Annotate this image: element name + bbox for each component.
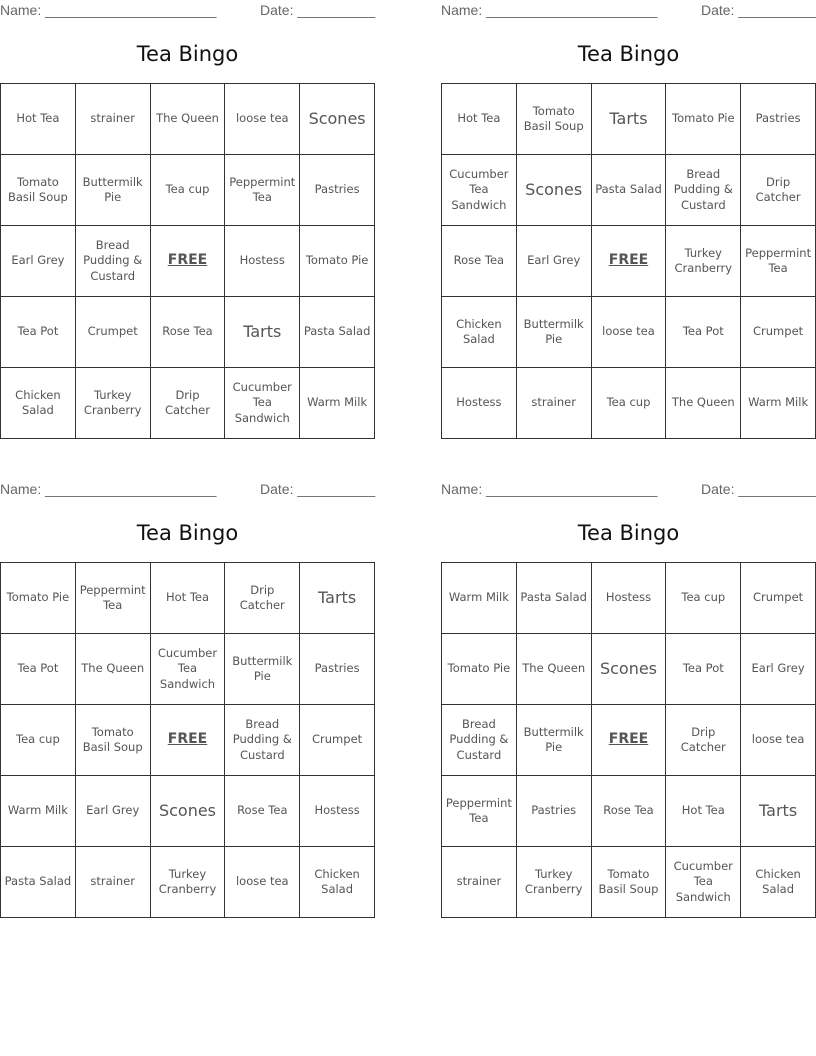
bingo-cell: Crumpet (300, 705, 375, 776)
bingo-cell: The Queen (516, 634, 591, 705)
bingo-cell: loose tea (741, 705, 816, 776)
bingo-cell: Tea Pot (666, 297, 741, 368)
bingo-cell: Peppermint Tea (442, 776, 517, 847)
bingo-row (1, 634, 375, 705)
bingo-cell: Bread Pudding & Custard (75, 226, 150, 297)
free-space: FREE (591, 226, 666, 297)
bingo-row (1, 847, 375, 918)
bingo-grid (441, 562, 816, 918)
bingo-cell: Bread Pudding & Custard (225, 705, 300, 776)
bingo-cell: Earl Grey (1, 226, 76, 297)
bingo-cell: Bread Pudding & Custard (442, 705, 517, 776)
bingo-cell: Scones (591, 634, 666, 705)
bingo-cell: loose tea (225, 847, 300, 918)
bingo-cell: Tea cup (1, 705, 76, 776)
name-field: Name: ______________________ (441, 2, 658, 18)
bingo-cell: loose tea (591, 297, 666, 368)
bingo-cell: Rose Tea (591, 776, 666, 847)
bingo-cell: Turkey Cranberry (516, 847, 591, 918)
bingo-cell: Buttermilk Pie (75, 155, 150, 226)
bingo-cell: Hostess (300, 776, 375, 847)
bingo-cell: strainer (75, 84, 150, 155)
bingo-cell: Peppermint Tea (75, 563, 150, 634)
bingo-cell: Pasta Salad (516, 563, 591, 634)
bingo-cell: Tarts (225, 297, 300, 368)
bingo-cell: Pastries (741, 84, 816, 155)
bingo-cell: Tomato Pie (300, 226, 375, 297)
bingo-row (1, 368, 375, 439)
bingo-cell: Scones (516, 155, 591, 226)
free-space: FREE (150, 226, 225, 297)
bingo-cell: Tea Pot (1, 634, 76, 705)
bingo-cell: Tomato Basil Soup (591, 847, 666, 918)
bingo-cell: Cucumber Tea Sandwich (666, 847, 741, 918)
bingo-row (442, 634, 816, 705)
bingo-cell: Rose Tea (225, 776, 300, 847)
bingo-cell: Pasta Salad (300, 297, 375, 368)
date-field: Date: __________ (260, 2, 376, 18)
card-header (441, 479, 816, 499)
bingo-cell: Cucumber Tea Sandwich (442, 155, 517, 226)
bingo-cell: Hostess (591, 563, 666, 634)
name-field: Name: ______________________ (0, 481, 217, 497)
free-space: FREE (591, 705, 666, 776)
bingo-cell: Scones (150, 776, 225, 847)
bingo-cell: Tarts (300, 563, 375, 634)
free-space: FREE (150, 705, 225, 776)
bingo-cell: Chicken Salad (741, 847, 816, 918)
bingo-cell: Tomato Basil Soup (75, 705, 150, 776)
bingo-cell: Rose Tea (150, 297, 225, 368)
date-field: Date: __________ (701, 2, 816, 18)
bingo-cell: Crumpet (75, 297, 150, 368)
bingo-row (1, 776, 375, 847)
bingo-cell: Turkey Cranberry (150, 847, 225, 918)
bingo-cell: Earl Grey (75, 776, 150, 847)
bingo-cell: Turkey Cranberry (666, 226, 741, 297)
bingo-cell: Tomato Pie (666, 84, 741, 155)
bingo-cell: Warm Milk (741, 368, 816, 439)
bingo-cell: strainer (442, 847, 517, 918)
bingo-cell: Hostess (442, 368, 517, 439)
bingo-cell: The Queen (150, 84, 225, 155)
bingo-cell: Peppermint Tea (225, 155, 300, 226)
name-field: Name: ______________________ (0, 2, 217, 18)
bingo-row (1, 297, 375, 368)
bingo-cell: Tea Pot (666, 634, 741, 705)
bingo-cell: Bread Pudding & Custard (666, 155, 741, 226)
bingo-row (1, 155, 375, 226)
bingo-cell: Peppermint Tea (741, 226, 816, 297)
bingo-cell: Chicken Salad (1, 368, 76, 439)
bingo-row (442, 297, 816, 368)
bingo-cell: Pasta Salad (591, 155, 666, 226)
bingo-cell: Drip Catcher (666, 705, 741, 776)
bingo-cell: Tomato Pie (1, 563, 76, 634)
bingo-cell: Tea Pot (1, 297, 76, 368)
bingo-cell: Warm Milk (300, 368, 375, 439)
date-field: Date: __________ (701, 481, 816, 497)
bingo-cell: Tea cup (150, 155, 225, 226)
card-title: Tea Bingo (577, 42, 680, 66)
bingo-row (442, 368, 816, 439)
card-header (0, 0, 375, 20)
bingo-cell: Hot Tea (1, 84, 76, 155)
bingo-cell: strainer (75, 847, 150, 918)
date-field: Date: __________ (260, 481, 376, 497)
bingo-row (1, 705, 375, 776)
bingo-grid (441, 83, 816, 439)
bingo-cell: Tea cup (591, 368, 666, 439)
bingo-cell: Cucumber Tea Sandwich (150, 634, 225, 705)
bingo-row (442, 84, 816, 155)
name-field: Name: ______________________ (441, 481, 658, 497)
bingo-cell: Hot Tea (442, 84, 517, 155)
bingo-cell: Drip Catcher (225, 563, 300, 634)
bingo-cell: Pastries (300, 634, 375, 705)
bingo-cell: Pasta Salad (1, 847, 76, 918)
bingo-cell: Earl Grey (516, 226, 591, 297)
bingo-cell: Buttermilk Pie (516, 297, 591, 368)
bingo-cell: Tarts (741, 776, 816, 847)
bingo-cell: Earl Grey (741, 634, 816, 705)
bingo-cell: Tomato Pie (442, 634, 517, 705)
bingo-row (442, 155, 816, 226)
bingo-cell: Chicken Salad (300, 847, 375, 918)
bingo-cell: Rose Tea (442, 226, 517, 297)
bingo-grid (0, 83, 375, 439)
bingo-row (1, 84, 375, 155)
bingo-cell: loose tea (225, 84, 300, 155)
bingo-row (1, 226, 375, 297)
bingo-cell: Chicken Salad (442, 297, 517, 368)
bingo-row (442, 226, 816, 297)
bingo-cell: strainer (516, 368, 591, 439)
bingo-cell: Tarts (591, 84, 666, 155)
bingo-row (1, 563, 375, 634)
bingo-cell: Cucumber Tea Sandwich (225, 368, 300, 439)
bingo-cell: The Queen (75, 634, 150, 705)
card-title: Tea Bingo (577, 521, 680, 545)
bingo-row (442, 847, 816, 918)
bingo-cell: Crumpet (741, 563, 816, 634)
bingo-row (442, 776, 816, 847)
bingo-cell: Tomato Basil Soup (516, 84, 591, 155)
card-title: Tea Bingo (136, 42, 239, 66)
bingo-cell: Hot Tea (150, 563, 225, 634)
bingo-cell: Hostess (225, 226, 300, 297)
bingo-cell: Warm Milk (442, 563, 517, 634)
bingo-cell: Pastries (300, 155, 375, 226)
bingo-cell: Tomato Basil Soup (1, 155, 76, 226)
bingo-cell: Pastries (516, 776, 591, 847)
bingo-cell: Crumpet (741, 297, 816, 368)
bingo-cell: Drip Catcher (741, 155, 816, 226)
bingo-cell: Buttermilk Pie (516, 705, 591, 776)
bingo-cell: The Queen (666, 368, 741, 439)
bingo-row (442, 705, 816, 776)
bingo-cell: Tea cup (666, 563, 741, 634)
bingo-cell: Scones (300, 84, 375, 155)
card-header (0, 479, 375, 499)
bingo-grid (0, 562, 375, 918)
bingo-cell: Buttermilk Pie (225, 634, 300, 705)
bingo-cell: Turkey Cranberry (75, 368, 150, 439)
bingo-cell: Hot Tea (666, 776, 741, 847)
bingo-cell: Drip Catcher (150, 368, 225, 439)
card-title: Tea Bingo (136, 521, 239, 545)
bingo-cell: Warm Milk (1, 776, 76, 847)
card-header (441, 0, 816, 20)
bingo-row (442, 563, 816, 634)
